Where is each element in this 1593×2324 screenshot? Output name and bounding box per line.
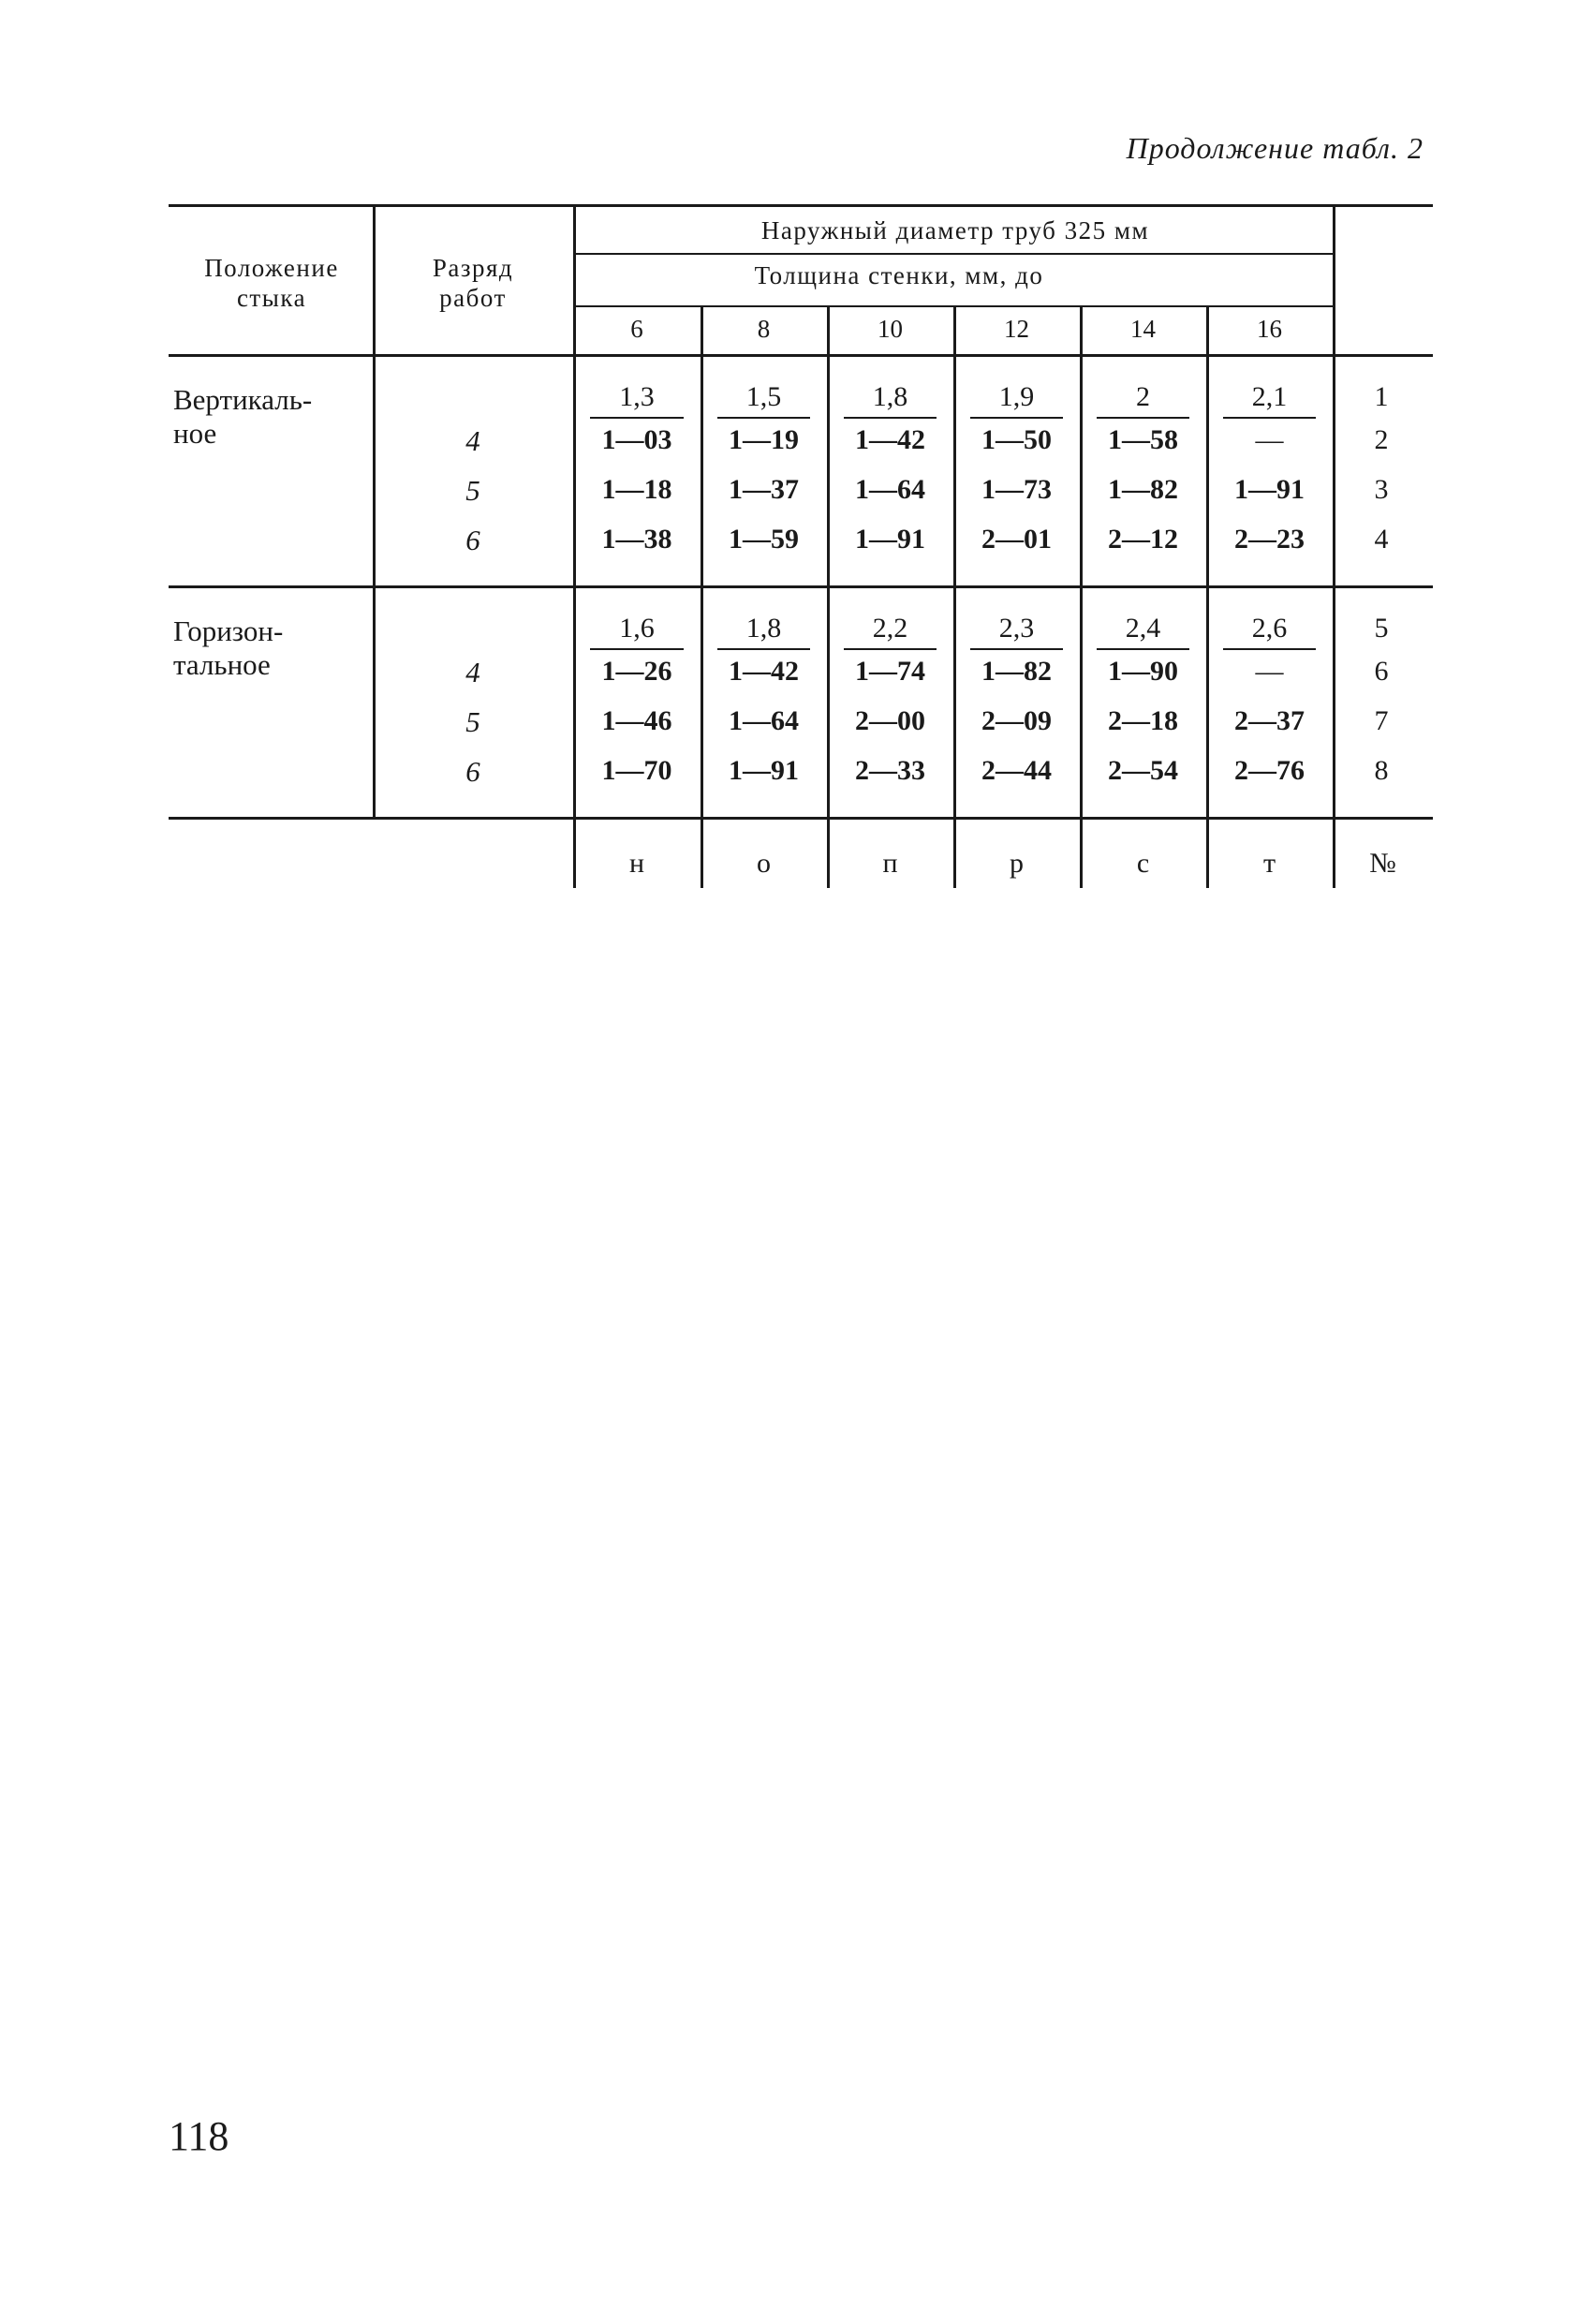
header-thickness: Толщина стенки, мм, до <box>754 261 1044 289</box>
norm-time-fraction-bar <box>717 648 810 650</box>
rate-cell: 1—42 <box>855 424 925 455</box>
page-number: 118 <box>169 2113 229 2159</box>
rate-cell: 1—82 <box>1108 474 1178 505</box>
norm-time-fraction-bar <box>970 648 1063 650</box>
norm-time-value: 1,8 <box>745 613 782 644</box>
norm-time-value: 1,3 <box>619 381 655 412</box>
norm-time-value: 1,9 <box>998 381 1035 412</box>
rate-cell: 1—70 <box>601 755 672 786</box>
thickness-value: 6 <box>630 315 643 343</box>
thickness-value: 14 <box>1130 315 1156 343</box>
rule-top <box>169 204 1433 207</box>
row-position-line2: тальное <box>173 648 271 681</box>
rate-cell: 2—00 <box>855 705 925 736</box>
rate-cell: 1—64 <box>855 474 925 505</box>
table-caption: Продолжение табл. 2 <box>1126 131 1423 165</box>
rate-cell: 2—01 <box>981 524 1052 555</box>
row-grade: 4 <box>465 424 480 457</box>
row-number: 2 <box>1374 424 1389 455</box>
norm-time-value: 2,2 <box>872 613 908 644</box>
rate-cell: 1—19 <box>729 424 799 455</box>
rate-cell: 1—91 <box>729 755 799 786</box>
rate-cell: 1—91 <box>1234 474 1305 505</box>
rule-table-bottom <box>169 817 1433 820</box>
rule-header-bottom <box>169 354 1433 357</box>
row-number: 8 <box>1374 755 1389 786</box>
norm-time-value: 2,3 <box>998 613 1035 644</box>
row-position-line1: Вертикаль- <box>173 383 313 416</box>
rate-cell: 2—76 <box>1234 755 1305 786</box>
row-number: 5 <box>1374 613 1389 644</box>
norm-time-fraction-bar <box>1223 648 1316 650</box>
norm-time-fraction-bar <box>844 648 937 650</box>
rate-cell: 1—82 <box>981 656 1052 687</box>
rate-cell: 1—64 <box>729 705 799 736</box>
header-grade <box>375 253 571 313</box>
header-grade-line1: Разряд <box>432 254 514 282</box>
rate-cell: 1—37 <box>729 474 799 505</box>
rate-cell: 1—74 <box>855 656 925 687</box>
row-position-line2: ное <box>173 417 217 450</box>
rule-v-num <box>1333 204 1335 888</box>
norm-time-value: 2,6 <box>1251 613 1288 644</box>
norm-time-value: 2,1 <box>1251 381 1288 412</box>
row-number: 4 <box>1374 524 1389 555</box>
thickness-value: 16 <box>1257 315 1282 343</box>
row-grade: 6 <box>465 524 480 556</box>
rate-cell: 1—90 <box>1108 656 1178 687</box>
rate-cell: 2—33 <box>855 755 925 786</box>
rate-cell: 1—50 <box>981 424 1052 455</box>
header-position <box>178 253 365 313</box>
row-number: 7 <box>1374 705 1389 736</box>
header-diameter: Наружный диаметр труб 325 мм <box>760 216 1150 244</box>
thickness-value: 12 <box>1004 315 1029 343</box>
rate-cell: 2—12 <box>1108 524 1178 555</box>
rate-cell: 2—37 <box>1234 705 1305 736</box>
rate-cell: 1—26 <box>601 656 672 687</box>
rate-cell: — <box>1255 424 1284 455</box>
rate-cell: 1—59 <box>729 524 799 555</box>
norm-time-fraction-bar <box>717 417 810 419</box>
row-position-line1: Горизон- <box>173 614 284 647</box>
rate-cell: 2—44 <box>981 755 1052 786</box>
row-grade: 5 <box>465 474 480 507</box>
thickness-value: 10 <box>878 315 903 343</box>
norm-time-value: 2,4 <box>1125 613 1161 644</box>
rule-diameter <box>573 253 1333 255</box>
header-grade-line2: работ <box>439 284 507 312</box>
column-code: п <box>882 848 898 879</box>
rate-cell: 1—42 <box>729 656 799 687</box>
row-grade: 5 <box>465 705 480 738</box>
norm-time-fraction-bar <box>970 417 1063 419</box>
header-position-line1: Положение <box>204 254 339 282</box>
column-code: т <box>1262 848 1276 879</box>
row-grade: 4 <box>465 656 480 688</box>
rate-cell: 1—03 <box>601 424 672 455</box>
rate-cell: 2—23 <box>1234 524 1305 555</box>
rate-cell: 2—18 <box>1108 705 1178 736</box>
rule-v-position <box>373 204 376 820</box>
norm-time-fraction-bar <box>1097 417 1189 419</box>
rate-cell: 1—38 <box>601 524 672 555</box>
norm-time-fraction-bar <box>1223 417 1316 419</box>
column-code: н <box>628 848 645 879</box>
row-grade: 6 <box>465 755 480 788</box>
header-position-line2: стыка <box>236 284 307 312</box>
rate-cell: — <box>1255 656 1284 687</box>
column-code: о <box>757 848 771 879</box>
rate-cell: 1—18 <box>601 474 672 505</box>
norm-time-fraction-bar <box>590 417 684 419</box>
row-number: 1 <box>1374 381 1389 412</box>
norm-time-value: 1,8 <box>872 381 908 412</box>
norm-time-value: 1,6 <box>619 613 655 644</box>
rule-group-divider <box>169 585 1433 588</box>
rate-cell: 1—91 <box>855 524 925 555</box>
rate-cell: 2—09 <box>981 705 1052 736</box>
norm-time-value: 2 <box>1136 381 1150 412</box>
rate-cell: 1—46 <box>601 705 672 736</box>
norm-time-fraction-bar <box>1097 648 1189 650</box>
column-code: с <box>1136 848 1150 879</box>
row-number: 3 <box>1374 474 1389 505</box>
rate-cell: 1—58 <box>1108 424 1178 455</box>
number-sign: № <box>1369 848 1396 879</box>
norm-time-value: 1,5 <box>745 381 782 412</box>
thickness-value: 8 <box>757 315 771 343</box>
norm-time-fraction-bar <box>844 417 937 419</box>
rate-cell: 1—73 <box>981 474 1052 505</box>
row-number: 6 <box>1374 656 1389 687</box>
rate-cell: 2—54 <box>1108 755 1178 786</box>
column-code: р <box>1010 848 1024 879</box>
norm-time-fraction-bar <box>590 648 684 650</box>
